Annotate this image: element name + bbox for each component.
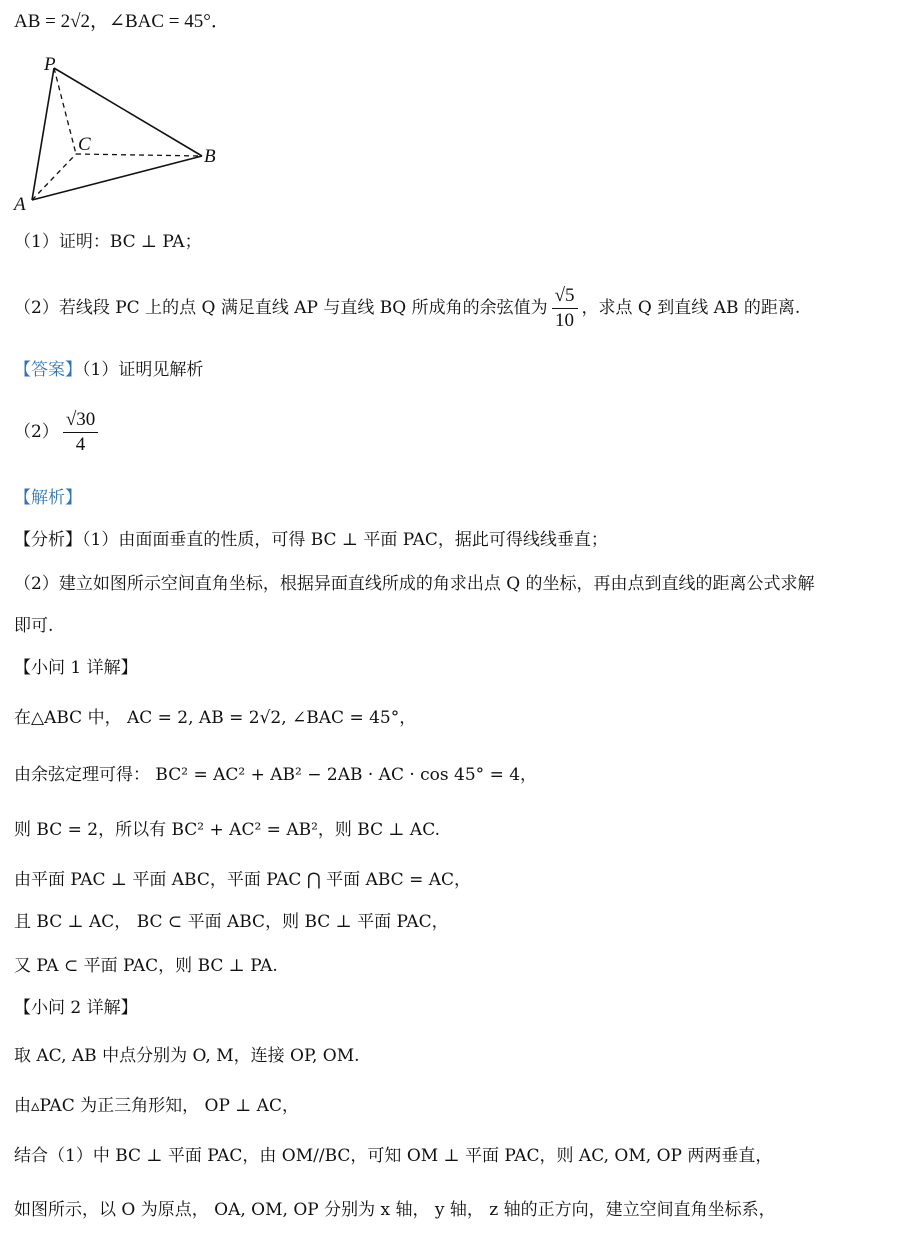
part1-line: 在△ABC 中， AC = 2, AB = 2√2, ∠BAC = 45°， bbox=[14, 708, 417, 728]
edge-AB bbox=[32, 156, 202, 200]
question-2-prefix: （2）若线段 PC 上的点 Q 满足直线 AP 与直线 BQ 所成角的余弦值为 bbox=[14, 298, 548, 318]
cosine-fraction: $\frac{√5}{10}$ bbox=[552, 284, 578, 333]
answer-fraction: $\frac{√30}{4}$ bbox=[63, 408, 98, 457]
part1-line: 由平面 PAC ⊥ 平面 ABC，平面 PAC ⋂ 平面 ABC = AC， bbox=[14, 870, 472, 890]
part2-line: 如图所示，以 O 为原点， OA, OM, OP 分别为 x 轴， y 轴， z 轴的正方向，建立空间直角坐标系， bbox=[14, 1200, 776, 1220]
analysis-line-2: （2）建立如图所示空间直角坐标，根据异面直线所成的角求出点 Q 的坐标，再由点到直线的距离公式求解 bbox=[14, 574, 815, 594]
given-conditions: AB = 2√2，∠BAC = 45°． bbox=[14, 11, 230, 32]
analysis-line-3: 即可. bbox=[14, 616, 54, 636]
label-B: B bbox=[204, 146, 216, 167]
edge-CB bbox=[76, 154, 202, 156]
label-A: A bbox=[14, 194, 26, 215]
analysis-tag: 【解析】 bbox=[14, 488, 82, 508]
part1-title: 【小问 1 详解】 bbox=[14, 658, 138, 678]
part2-line: 由▵PAC 为正三角形知， OP ⊥ AC， bbox=[14, 1096, 299, 1116]
answer-line-1: 【答案】（1）证明见解析 bbox=[14, 360, 204, 380]
label-C: C bbox=[78, 134, 91, 155]
part2-title: 【小问 2 详解】 bbox=[14, 998, 138, 1018]
part2-line: 结合（1）中 BC ⊥ 平面 PAC，由 OM//BC，可知 OM ⊥ 平面 PAC，则 AC, OM, OP 两两垂直， bbox=[14, 1146, 773, 1166]
part1-line: 且 BC ⊥ AC， BC ⊂ 平面 ABC，则 BC ⊥ 平面 PAC， bbox=[14, 912, 449, 932]
label-P: P bbox=[44, 54, 56, 75]
question-1: （1）证明：BC ⊥ PA； bbox=[14, 232, 202, 252]
analysis-line-1: 【分析】（1）由面面垂直的性质，可得 BC ⊥ 平面 PAC，据此可得线线垂直； bbox=[14, 530, 608, 550]
edge-PB bbox=[54, 68, 202, 156]
tetrahedron-figure bbox=[8, 52, 238, 220]
question-2-suffix: ，求点 Q 到直线 AB 的距离. bbox=[581, 298, 801, 318]
part2-line: 取 AC, AB 中点分别为 O, M，连接 OP, OM. bbox=[14, 1046, 360, 1066]
answer-tag: 【答案】 bbox=[14, 360, 82, 380]
part1-line: 由余弦定理可得： BC² = AC² + AB² − 2AB · AC · cos 45° = 4， bbox=[14, 765, 538, 785]
question-2 bbox=[14, 280, 800, 336]
answer-line-2: （2） $\frac{√30}{4}$ bbox=[14, 404, 102, 460]
part1-line: 则 BC = 2，所以有 BC² + AC² = AB²，则 BC ⊥ AC. bbox=[14, 820, 441, 840]
part1-line: 又 PA ⊂ 平面 PAC，则 BC ⊥ PA. bbox=[14, 956, 278, 976]
edge-PC bbox=[54, 68, 76, 154]
